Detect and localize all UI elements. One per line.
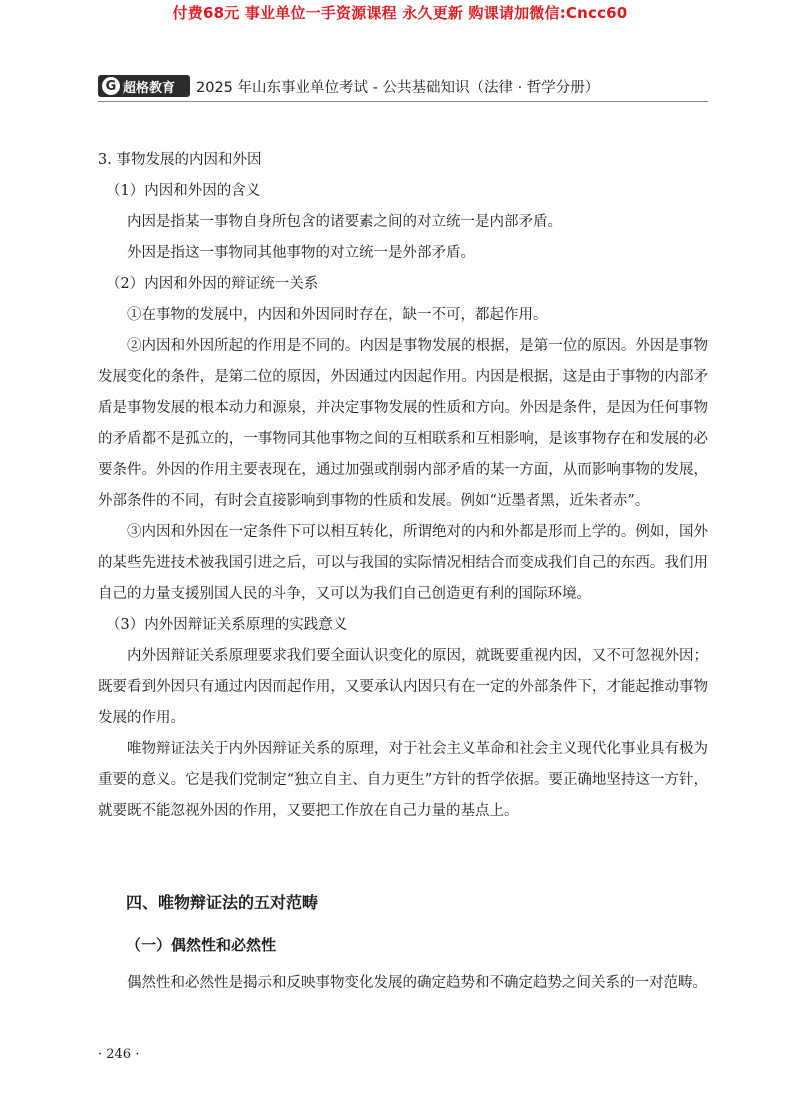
subsection-heading-contingency: （一）偶然性和必然性 [126, 936, 277, 954]
header-title: 2025 年山东事业单位考试 - 公共基础知识（法律 · 哲学分册） [196, 80, 600, 96]
paragraph-point-2: ②内因和外因所起的作用是不同的。内因是事物发展的根据，是第一位的原因。外因是事物发展变化的条件，是第二位的原因，外因通过内因起作用。内因是根据，这是由于事物的内部矛盾是事物发展的根本动力和源泉，并决定事物发展的性质和方向。外因是条件，是因为任何事物的矛盾都不是孤立的，一事物同其他事物之间的互相联系和互相影响，是该事物存在和发展的必要条件。外因的作用主要表现在，通过加强或削弱内部矛盾的某一方面，从而影响事物的发展，外部条件的不同，有时会直接影响到事物的性质和发展。例如“近墨者黑，近朱者赤”。 [98, 338, 708, 509]
paragraph-outer-cause: 外因是指这一事物同其他事物的对立统一是外部矛盾。 [127, 245, 475, 261]
heading-inner-outer-causes: 3. 事物发展的内因和外因 [98, 152, 262, 168]
page-number: · 246 · [98, 1047, 140, 1062]
subheading-dialectical-unity: （2）内因和外因的辩证统一关系 [106, 276, 319, 292]
subheading-meaning: （1）内因和外因的含义 [106, 183, 261, 199]
subheading-practical-meaning: （3）内外因辩证关系原理的实践意义 [106, 617, 348, 633]
paragraph-contingency: 偶然性和必然性是揭示和反映事物变化发展的确定趋势和不确定趋势之间关系的一对范畴。 [127, 975, 707, 991]
paragraph-practice-2: 唯物辩证法关于内外因辩证关系的原理，对于社会主义革命和社会主义现代化事业具有极为重要的意义。它是我们党制定“独立自主、自力更生”方针的哲学依据。要正确地坚持这一方针，就要既不能忽视外因的作用，又要把工作放在自己力量的基点上。 [98, 741, 708, 819]
section-heading-four: 四、唯物辩证法的五对范畴 [126, 893, 319, 912]
logo-g-icon: G [102, 77, 120, 95]
paragraph-point-1: ①在事物的发展中，内因和外因同时存在，缺一不可，都起作用。 [127, 307, 548, 323]
paragraph-point-3: ③内因和外因在一定条件下可以相互转化，所谓绝对的内和外都是形而上学的。例如，国外的某些先进技术被我国引进之后，可以与我国的实际情况相结合而变成我们自己的东西。我们用自己的力量支援别国人民的斗争，又可以为我们自己创造更有利的国际环境。 [98, 524, 708, 602]
document-body [98, 145, 708, 827]
logo-text: 超格教育 [123, 80, 176, 96]
paragraph-practice-1: 内外因辩证关系原理要求我们要全面认识变化的原因，就既要重视内因，又不可忽视外因；既要看到外因只有通过内因而起作用，又要承认内因只有在一定的外部条件下，才能起推动事物发展的作用。 [98, 648, 708, 726]
paragraph-inner-cause: 内因是指某一事物自身所包含的诸要素之间的对立统一是内部矛盾。 [127, 214, 562, 230]
brand-logo [98, 75, 190, 97]
page-header [98, 75, 708, 101]
promo-banner: 付费68元 事业单位一手资源课程 永久更新 购课请加微信:Cncc60 [172, 4, 628, 22]
header-divider [98, 101, 708, 102]
